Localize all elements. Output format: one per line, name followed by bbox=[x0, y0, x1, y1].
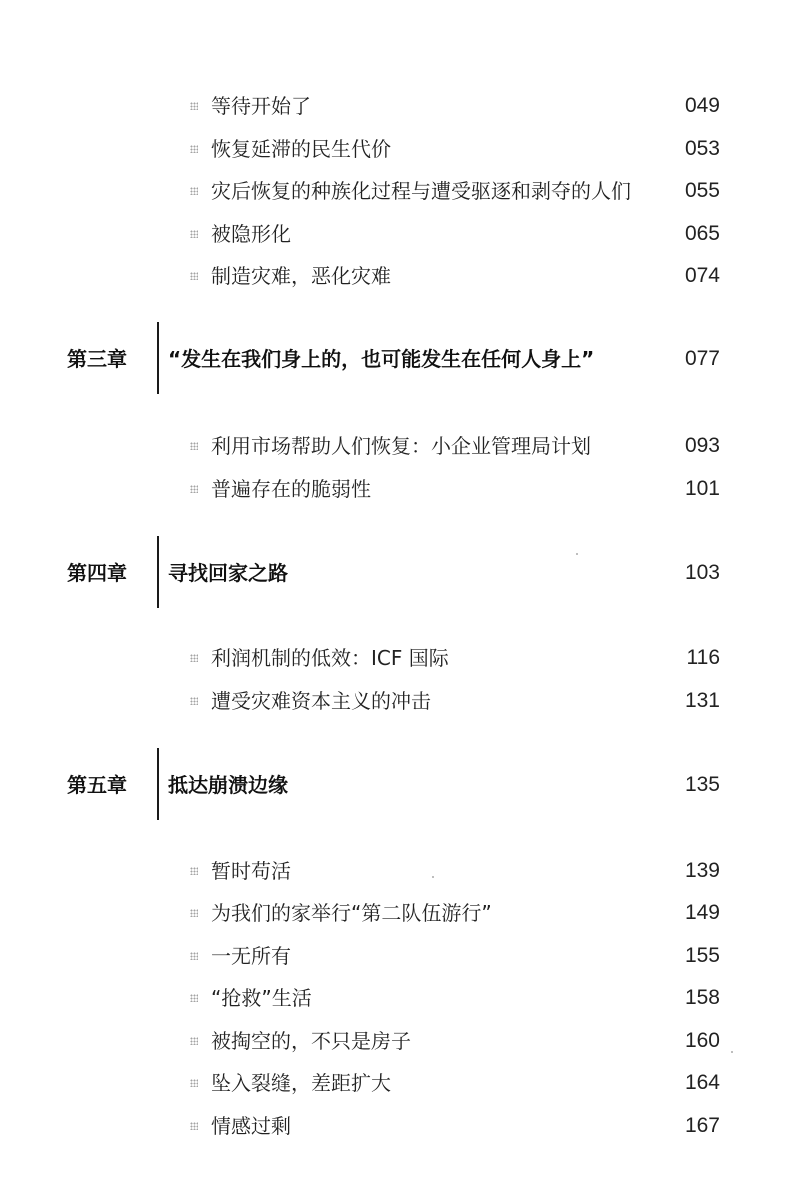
entry-title: 等待开始了 bbox=[211, 94, 311, 118]
toc-entry[interactable] bbox=[0, 1066, 790, 1100]
chapter-divider bbox=[157, 536, 159, 608]
toc-entry[interactable] bbox=[0, 429, 790, 463]
toc-entry[interactable] bbox=[0, 854, 790, 888]
bullet-icon bbox=[190, 442, 198, 450]
toc-entry[interactable] bbox=[0, 641, 790, 675]
chapter-page-number: 135 bbox=[684, 773, 720, 796]
toc-entry[interactable] bbox=[0, 981, 790, 1015]
bullet-icon bbox=[190, 994, 198, 1002]
chapter-number: 第四章 bbox=[67, 561, 127, 585]
toc-entry[interactable] bbox=[0, 132, 790, 166]
chapter-title: 寻找回家之路 bbox=[168, 561, 288, 585]
bullet-icon bbox=[190, 485, 198, 493]
entry-title: 一无所有 bbox=[211, 944, 291, 968]
toc-entry[interactable] bbox=[0, 896, 790, 930]
entry-title: 制造灾难，恶化灾难 bbox=[211, 264, 391, 288]
bullet-icon bbox=[190, 187, 198, 195]
entry-page-number: 101 bbox=[684, 477, 720, 500]
entry-title: 利润机制的低效：ICF 国际 bbox=[211, 646, 449, 670]
scan-speck bbox=[432, 876, 434, 878]
toc-entry[interactable] bbox=[0, 1024, 790, 1058]
entry-page-number: 055 bbox=[684, 179, 720, 202]
toc-entry[interactable] bbox=[0, 1109, 790, 1143]
entry-title: “抢救”生活 bbox=[211, 986, 312, 1010]
entry-page-number: 053 bbox=[684, 137, 720, 160]
bullet-icon bbox=[190, 867, 198, 875]
bullet-icon bbox=[190, 1122, 198, 1130]
entry-title: 灾后恢复的种族化过程与遭受驱逐和剥夺的人们 bbox=[211, 179, 631, 203]
toc-entry[interactable] bbox=[0, 259, 790, 293]
toc-entry[interactable] bbox=[0, 684, 790, 718]
bullet-icon bbox=[190, 952, 198, 960]
toc-entry[interactable] bbox=[0, 217, 790, 251]
chapter-heading[interactable] bbox=[0, 322, 790, 396]
toc-entry[interactable] bbox=[0, 472, 790, 506]
bullet-icon bbox=[190, 654, 198, 662]
entry-page-number: 139 bbox=[684, 859, 720, 882]
entry-title: 恢复延滞的民生代价 bbox=[211, 137, 391, 161]
bullet-icon bbox=[190, 102, 198, 110]
toc-entry[interactable] bbox=[0, 939, 790, 973]
chapter-number: 第三章 bbox=[67, 347, 127, 371]
entry-title: 情感过剩 bbox=[211, 1114, 291, 1138]
bullet-icon bbox=[190, 1079, 198, 1087]
entry-page-number: 116 bbox=[686, 646, 720, 669]
bullet-icon bbox=[190, 272, 198, 280]
entry-title: 利用市场帮助人们恢复：小企业管理局计划 bbox=[211, 434, 591, 458]
bullet-icon bbox=[190, 909, 198, 917]
entry-page-number: 065 bbox=[684, 222, 720, 245]
entry-title: 被隐形化 bbox=[211, 222, 291, 246]
entry-page-number: 093 bbox=[684, 434, 720, 457]
chapter-divider bbox=[157, 322, 159, 394]
entry-title: 暂时苟活 bbox=[211, 859, 291, 883]
entry-page-number: 164 bbox=[684, 1071, 720, 1094]
bullet-icon bbox=[190, 1037, 198, 1045]
scan-speck bbox=[731, 1051, 733, 1053]
toc-entry[interactable] bbox=[0, 89, 790, 123]
entry-title: 被掏空的，不只是房子 bbox=[211, 1029, 411, 1053]
toc-entry[interactable] bbox=[0, 174, 790, 208]
entry-page-number: 049 bbox=[684, 94, 720, 117]
bullet-icon bbox=[190, 145, 198, 153]
chapter-heading[interactable] bbox=[0, 748, 790, 822]
entry-page-number: 160 bbox=[684, 1029, 720, 1052]
chapter-page-number: 103 bbox=[684, 561, 720, 584]
entry-page-number: 158 bbox=[684, 986, 720, 1009]
entry-page-number: 155 bbox=[684, 944, 720, 967]
chapter-divider bbox=[157, 748, 159, 820]
chapter-title: 抵达崩溃边缘 bbox=[168, 773, 288, 797]
scan-speck bbox=[576, 553, 578, 555]
entry-page-number: 131 bbox=[684, 689, 720, 712]
chapter-number: 第五章 bbox=[67, 773, 127, 797]
entry-title: 普遍存在的脆弱性 bbox=[211, 477, 371, 501]
entry-page-number: 167 bbox=[684, 1114, 720, 1137]
entry-page-number: 149 bbox=[684, 901, 720, 924]
chapter-heading[interactable] bbox=[0, 536, 790, 610]
chapter-title: “发生在我们身上的，也可能发生在任何人身上” bbox=[168, 347, 595, 371]
entry-title: 坠入裂缝，差距扩大 bbox=[211, 1071, 391, 1095]
bullet-icon bbox=[190, 697, 198, 705]
bullet-icon bbox=[190, 230, 198, 238]
entry-title: 为我们的家举行“第二队伍游行” bbox=[211, 901, 492, 925]
chapter-page-number: 077 bbox=[684, 347, 720, 370]
entry-title: 遭受灾难资本主义的冲击 bbox=[211, 689, 431, 713]
entry-page-number: 074 bbox=[684, 264, 720, 287]
